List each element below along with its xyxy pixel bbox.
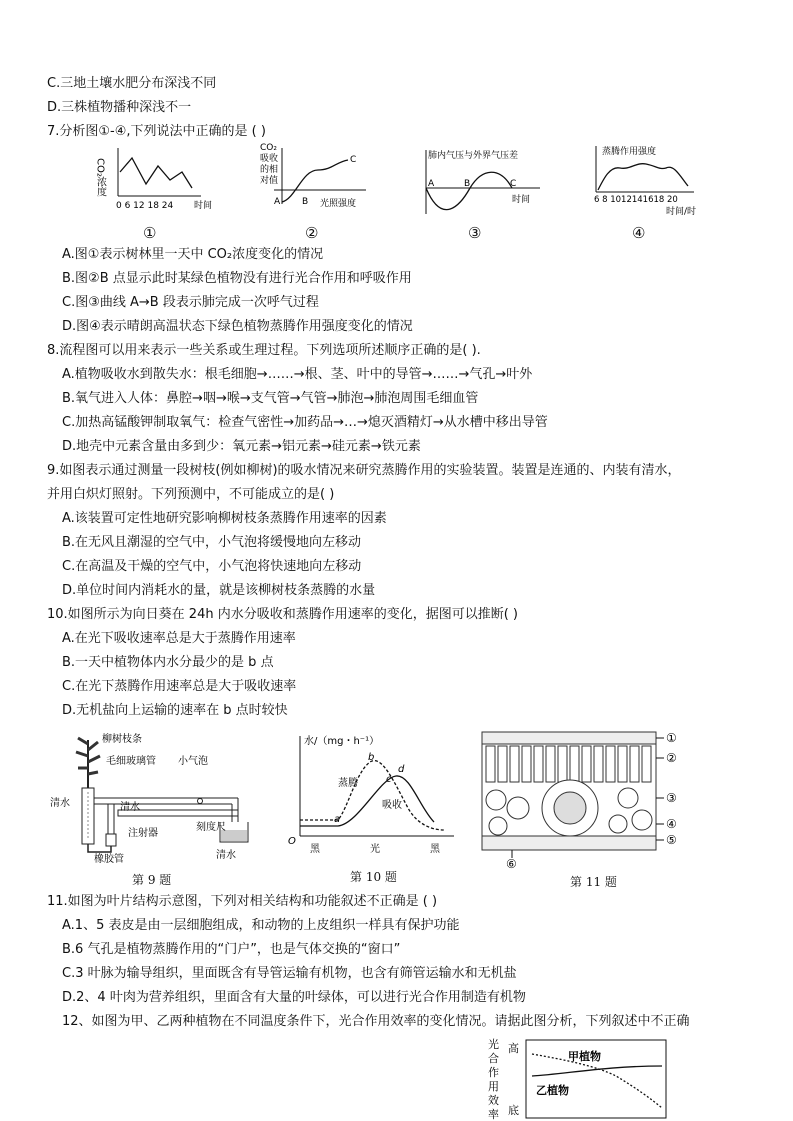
fig2-point-b: B (302, 197, 309, 207)
fig11-caption: 第 11 题 (570, 875, 617, 889)
fig4-xlabel: 时间/时 (666, 207, 697, 217)
q11-option-a: A.1、5 表皮是由一层细胞组成，和动物的上皮组织一样具有保护功能 (62, 918, 460, 933)
q9-option-a: A.该装置可定性地研究影响柳树枝条蒸腾作用速率的因素 (62, 511, 387, 526)
fig9-branch-label: 柳树枝条 (102, 734, 142, 745)
fig9-water-left-label: 清水 (50, 798, 70, 809)
fig10-point-b: b (368, 752, 375, 763)
fig1-num: ① (143, 224, 157, 242)
q7-option-a: A.图①表示树林里一天中 CO₂浓度变化的情况 (62, 247, 324, 262)
fig12-low: 底 (508, 1104, 519, 1117)
fig3-point-a: A (428, 179, 435, 189)
fig10-point-a: a (334, 814, 341, 825)
fig10-x-dark-2: 黑 (430, 844, 440, 855)
fig11-label-6: ⑥ (506, 857, 517, 871)
q10-option-c: C.在光下蒸腾作用速率总是大于吸收速率 (62, 679, 297, 694)
fig9-water-right-label: 清水 (216, 850, 236, 861)
fig10-series-absorption: 吸收 (382, 800, 402, 811)
fig11-label-5: ⑤ (666, 833, 677, 847)
q7-option-d: D.图④表示晴朗高温状态下绿色植物蒸腾作用强度变化的情况 (62, 319, 413, 334)
q10-option-a: A.在光下吸收速率总是大于蒸腾作用速率 (62, 631, 296, 646)
question-8: 8.流程图可以用来表示一些关系或生理过程。下列选项所述顺序正确的是( ). (47, 343, 481, 358)
question-9: 9.如图表示通过测量一段树枝(例如柳树)的吸水情况来研究蒸腾作用的实验装置。装置是连通的、内装有清水， (47, 463, 681, 478)
fig4-ticks: 6 8 1012141618 20 (594, 195, 678, 205)
fig11-leaf-section (478, 728, 700, 870)
fig2-num: ② (305, 224, 319, 242)
fig12-chart (486, 1036, 672, 1120)
svg-text:用: 用 (488, 1080, 499, 1093)
fig3-title: 肺内气压与外界气压差 (428, 151, 519, 161)
fig9-tube-label: 橡胶管 (94, 854, 124, 865)
svg-text:作: 作 (488, 1066, 499, 1079)
fig10-point-c: c (386, 774, 392, 785)
q9-option-c: C.在高温及干燥的空气中，小气泡将快速地向左移动 (62, 559, 362, 574)
fig3-xlabel: 时间 (512, 195, 531, 205)
fig2-point-c: C (350, 155, 357, 165)
q11-option-b: B.6 气孔是植物蒸腾作用的“门户”，也是气体交换的“窗口” (62, 942, 401, 957)
fig3-num: ③ (468, 224, 482, 242)
question-9-cont: 并用白炽灯照射。下列预测中，不可能成立的是( ) (47, 487, 335, 502)
svg-text:CO₂: CO₂ (260, 143, 277, 153)
q7-option-b: B.图②B 点显示此时某绿色植物没有进行光合作用和呼吸作用 (62, 271, 412, 286)
svg-text:效: 效 (488, 1094, 499, 1107)
q8-option-d: D.地壳中元素含量由多到少：氧元素→铝元素→硅元素→铁元素 (62, 439, 421, 454)
svg-text:光: 光 (488, 1038, 499, 1051)
fig10-point-d: d (398, 764, 405, 775)
q11-option-d: D.2、4 叶肉为营养组织，里面含有大量的叶绿体，可以进行光合作用制造有机物 (62, 990, 526, 1005)
fig9-caption: 第 9 题 (132, 873, 172, 887)
fig9-syringe-label: 注射器 (128, 828, 158, 839)
fig11-label-1: ① (666, 731, 677, 745)
question-12: 12、如图为甲、乙两种植物在不同温度条件下，光合作用效率的变化情况。请据此图分析，下列叙述中不正确 (62, 1014, 690, 1029)
fig2-xlabel: 光照强度 (320, 199, 357, 209)
fig2-point-a: A (274, 197, 281, 207)
fig12-series-yi: 乙植物 (536, 1084, 569, 1097)
fig10-chart (284, 732, 459, 860)
fig10-series-transpiration: 蒸腾 (338, 778, 358, 789)
fig12-series-jia: 甲植物 (568, 1050, 601, 1063)
fig9-bubble-label: 小气泡 (178, 756, 208, 767)
option-d-q6: D.三株植物播种深浅不一 (47, 100, 192, 115)
fig4-title: 蒸腾作用强度 (602, 147, 657, 157)
fig1-ylabel: CO₂浓度 (94, 158, 106, 197)
svg-text:吸收: 吸收 (260, 154, 279, 164)
q9-option-d: D.单位时间内消耗水的量，就是该柳树枝条蒸腾的水量 (62, 583, 376, 598)
fig11-label-3: ③ (666, 791, 677, 805)
q10-option-d: D.无机盐向上运输的速率在 b 点时较快 (62, 703, 288, 718)
question-7: 7.分析图①-④,下列说法中正确的是 ( ) (47, 124, 266, 139)
svg-text:合: 合 (488, 1052, 499, 1065)
q8-option-b: B.氧气进入人体：鼻腔→咽→喉→支气管→气管→肺泡→肺泡周围毛细血管 (62, 391, 479, 406)
svg-text:的相: 的相 (260, 165, 279, 175)
fig10-origin: O (288, 836, 296, 847)
fig4-num: ④ (632, 224, 646, 242)
option-c-q6: C.三地土壤水肥分布深浅不同 (47, 76, 217, 91)
q9-option-b: B.在无风且潮湿的空气中，小气泡将缓慢地向左移动 (62, 535, 362, 550)
svg-text:0 6 12 18 24: 0 6 12 18 24 (116, 201, 174, 211)
q8-option-a: A.植物吸收水到散失水：根毛细胞→……→根、茎、叶中的导管→……→气孔→叶外 (62, 367, 533, 382)
fig12-high: 高 (508, 1042, 519, 1055)
svg-text:对值: 对值 (260, 176, 279, 186)
svg-text:率: 率 (488, 1108, 499, 1121)
q8-option-c: C.加热高锰酸钾制取氧气：检查气密性→加药品→…→熄灭酒精灯→从水槽中移出导管 (62, 415, 548, 430)
fig10-x-dark-1: 黑 (310, 844, 320, 855)
q7-figure-1 (96, 144, 226, 212)
fig11-label-2: ② (666, 751, 677, 765)
fig3-point-c: C (510, 179, 517, 189)
q11-option-c: C.3 叶脉为输导组织，里面既含有导管运输有机物，也含有筛管运输水和无机盐 (62, 966, 517, 981)
q7-figure-2 (256, 140, 376, 212)
q7-figure-3 (420, 146, 545, 216)
q7-option-c: C.图③曲线 A→B 段表示肺完成一次呼气过程 (62, 295, 319, 310)
fig9-capillary-label: 毛细玻璃管 (106, 756, 156, 767)
question-11: 11.如图为叶片结构示意图，下列对相关结构和功能叙述不正确是 ( ) (47, 894, 438, 909)
question-10: 10.如图所示为向日葵在 24h 内水分吸收和蒸腾作用速率的变化，据图可以推断( ) (47, 607, 518, 622)
fig1-xlabel: 时间 (194, 201, 213, 211)
q7-figure-4 (590, 142, 702, 218)
q10-option-b: B.一天中植物体内水分最少的是 b 点 (62, 655, 274, 670)
fig10-caption: 第 10 题 (350, 870, 397, 884)
fig10-x-light: 光 (370, 844, 380, 855)
fig9-water-mid-label: 清水 (120, 802, 140, 813)
fig9-apparatus (48, 730, 258, 865)
fig11-label-4: ④ (666, 817, 677, 831)
fig3-point-b: B (464, 179, 471, 189)
fig10-ylabel: 水/（mg・h⁻¹） (304, 736, 380, 747)
fig9-ruler-label: 刻度尺 (196, 822, 226, 833)
